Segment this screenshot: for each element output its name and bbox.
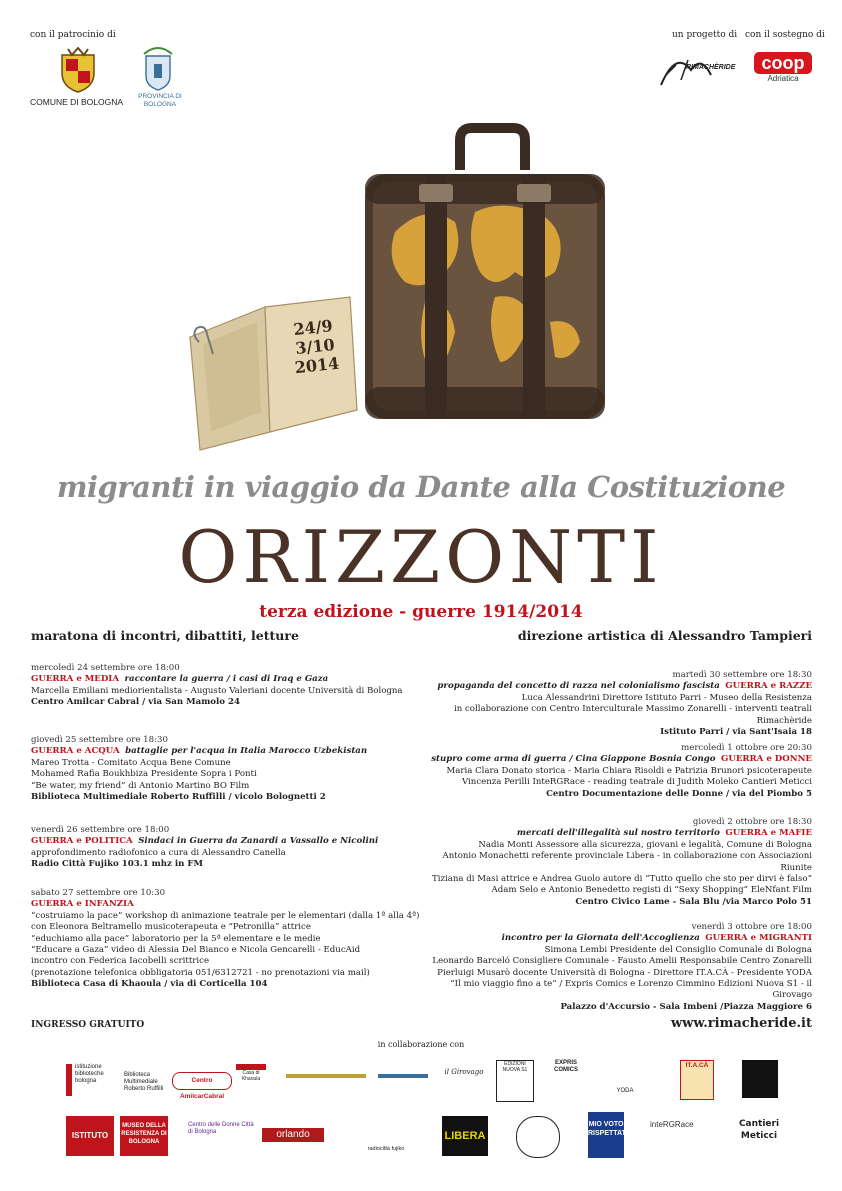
right-tagline: direzione artistica di Alessandro Tampieri <box>517 628 812 643</box>
partner-logo: istituzione biblioteche bologna <box>66 1064 117 1096</box>
partner-logo: inteRGRace <box>650 1120 694 1129</box>
partner-logo: orlando <box>262 1128 324 1142</box>
partner-logo: Centro delle Donne Città di Bologna <box>188 1122 254 1135</box>
event-theme: GUERRA e MEDIA <box>31 674 119 685</box>
event-line: Mareo Trotta - Comitato Acqua Bene Comune <box>31 757 231 768</box>
partner-logo: EXPRIS COMICS <box>554 1060 578 1073</box>
partner-logo: Biblioteca Multimediale Roberto Ruffilli <box>124 1072 164 1092</box>
event-block-left-1 <box>31 663 441 709</box>
partner-logo: il Girovago <box>444 1068 484 1076</box>
provincia-label: PROVINCIA DI BOLOGNA <box>138 93 182 108</box>
event-line: “costruiamo la pace” workshop di animazione teatrale per le elementari (dalla 1ª alla 4ª) <box>31 910 420 921</box>
event-date: venerdì 26 settembre ore 18:00 <box>31 825 170 835</box>
suitcase-illustration <box>355 122 615 432</box>
event-venue: Palazzo d'Accursio - Sala Imbeni /Piazza Maggiore 6 <box>560 1001 812 1012</box>
event-venue: Biblioteca Multimediale Roberto Ruffilli / vicolo Bolognetti 2 <box>31 792 326 803</box>
event-block-left-3 <box>31 825 441 871</box>
event-topic: stupro come arma di guerra / Cina Giappone Bosnia Congo <box>431 754 716 765</box>
partner-logo: radiocittà fujiko <box>367 1146 405 1152</box>
event-topic: raccontare la guerra / i casi di Iraq e Gaza <box>124 674 329 685</box>
event-line: con Eleonora Beltramello musicoterapeuta e “Petronilla” attrice <box>31 922 311 933</box>
event-theme: GUERRA e MAFIE <box>725 828 812 839</box>
event-date: martedì 30 settembre ore 18:30 <box>672 670 812 680</box>
partner-logo: EDIZIONI NUOVA S1 <box>496 1060 534 1102</box>
event-line: “Il mio viaggio fino a te” / Expris Comics e Lorenzo Cimmino Edizioni Nuova S1 - il Girovago <box>450 979 812 1001</box>
event-topic: propaganda del concetto di razza nel colonialismo fascista <box>437 681 720 692</box>
event-line: Nadia Monti Assessore alla sicurezza, giovani e legalità, Comune di Bologna <box>478 839 812 850</box>
event-date: mercoledì 24 settembre ore 18:00 <box>31 663 180 673</box>
event-theme: GUERRA e ACQUA <box>31 746 120 757</box>
event-date: giovedì 2 ottobre ore 18:30 <box>692 817 812 827</box>
date-start: 24/9 <box>292 316 334 340</box>
partner-logo: Casa di Khaoula <box>236 1064 266 1098</box>
event-line: Mohamed Rafia Boukhbiza Presidente Sopra i Ponti <box>31 769 257 780</box>
partner-logo: ISTITUTO <box>66 1116 114 1156</box>
event-line: Tiziana di Masi attrice e Andrea Guolo autore di “Tutto quello che sto per dirvi è falso” <box>431 874 812 885</box>
event-block-left-4 <box>31 888 441 991</box>
coop-logo <box>754 52 812 86</box>
event-date: giovedì 25 settembre ore 18:30 <box>31 735 168 745</box>
partner-logo: YODA <box>616 1088 634 1094</box>
subtitle: migranti in viaggio da Dante alla Costituzione <box>56 470 786 504</box>
website-link[interactable]: www.rimacheride.it <box>670 1016 812 1031</box>
event-venue: Biblioteca Casa di Khaoula / via di Corticella 104 <box>31 979 268 990</box>
partner-logo-dark <box>742 1060 778 1098</box>
event-block-right-2 <box>412 743 812 800</box>
event-date: venerdì 3 ottobre ore 18:00 <box>691 922 812 932</box>
event-block-right-4 <box>412 922 812 1013</box>
event-block-right-3 <box>412 817 812 908</box>
event-venue: Radio Città Fujiko 103.1 mhz in FM <box>31 859 203 870</box>
event-line: Adam Selo e Antonio Benedetto registi di “Sexy Shopping” EleNfant Film <box>491 885 812 896</box>
free-entry: INGRESSO GRATUITO <box>31 1020 145 1030</box>
event-line: (prenotazione telefonica obbligatoria 051/6312721 - no prenotazioni via mail) <box>31 967 370 978</box>
event-line: Antonio Monachetti referente provinciale Libera - in collaborazione con Associazioni Riunite <box>442 851 812 873</box>
event-theme: GUERRA e RAZZE <box>725 681 812 692</box>
page-title: ORIZZONTI <box>178 515 664 599</box>
event-line: “Be water, my friend” di Antonio Martino BO Film <box>31 780 250 791</box>
event-date: sabato 27 settembre ore 10:30 <box>31 888 166 898</box>
coop-sub: Adriatica <box>767 74 799 83</box>
event-venue: Centro Documentazione delle Donne / via del Piombo 5 <box>546 788 812 799</box>
event-theme: GUERRA e POLITICA <box>31 836 133 847</box>
partner-logo: LIBERA <box>442 1116 488 1156</box>
event-date: mercoledì 1 ottobre ore 20:30 <box>681 743 812 753</box>
event-line: Maria Clara Donato storica - Maria Chiara Risoldi e Patrizia Brunori psicoterapeute <box>446 765 812 776</box>
partner-logo: IT.A.CÀ <box>680 1060 714 1100</box>
event-line: Marcella Emiliani mediorientalista - Augusto Valeriani docente Università di Bologna <box>31 685 403 696</box>
event-block-right-1 <box>412 670 812 738</box>
event-venue: Centro Amilcar Cabral / via San Mamolo 24 <box>31 697 240 708</box>
event-line: “educhiamo alla pace” laboratorio per la 5ª elementare e le medie <box>31 933 321 944</box>
support-label: con il sostegno di <box>745 30 825 40</box>
event-line: approfondimento radiofonico a cura di Alessandro Canella <box>31 847 286 858</box>
partner-logo: MUSEO DELLA RESISTENZA DI BOLOGNA <box>120 1116 168 1156</box>
comune-crest-icon <box>58 47 98 93</box>
event-line: Luca Alessandrini Direttore Istituto Parri - Museo della Resistenza <box>521 692 812 703</box>
partner-logo-circle <box>516 1116 560 1158</box>
event-line: in collaborazione con Centro Interculturale Massimo Zonarelli - interventi teatrali Rimachèride <box>453 704 812 726</box>
comune-label: COMUNE DI BOLOGNA <box>30 97 124 107</box>
event-topic: incontro per la Giornata dell'Accoglienza <box>501 933 700 944</box>
event-venue: Centro Civico Lame - Sala Blu /via Marco Polo 51 <box>575 896 812 907</box>
event-venue: Istituto Parri / via Sant'Isaia 18 <box>660 727 812 738</box>
event-line: incontro con Federica Iacobelli scrittrice <box>31 956 210 967</box>
collab-label: in collaborazione con <box>377 1040 465 1049</box>
event-theme: GUERRA e MIGRANTI <box>705 933 812 944</box>
rimacheride-label: RIMACHÈRIDE <box>686 64 736 71</box>
provincia-crest-icon <box>140 44 176 92</box>
project-label: un progetto di <box>672 30 738 40</box>
date-end: 3/10 <box>294 335 336 358</box>
partner-logos-row-1 <box>66 1060 806 1100</box>
event-dates <box>277 314 353 378</box>
event-line: Simona Lembi Presidente del Consiglio Comunale di Bologna <box>544 944 812 955</box>
event-line: Vincenza Perilli InteRGRace - reading teatrale di Judith Moleko Cantieri Meticci <box>461 777 812 788</box>
event-line: Leonardo Barceló Consigliere Comunale - Fausto Amelii Responsabile Centro Zonarelli <box>432 956 812 967</box>
partner-logo: MIO VOTO RISPETTATO <box>588 1112 624 1158</box>
partner-logo: Cantieri Meticci <box>738 1119 780 1141</box>
event-block-left-2 <box>31 735 441 803</box>
event-line: “Educare a Gaza” video di Alessia Del Bianco e Nicola Gencarelli - EducAid <box>31 945 361 956</box>
patronage-label: con il patrocinio di <box>30 30 116 40</box>
event-theme: GUERRA e DONNE <box>721 754 812 765</box>
coop-label: coop <box>754 52 812 74</box>
event-line: Pierluigi Musarò docente Università di Bologna - Direttore IT.A.CÀ - Presidente YODA <box>437 967 812 978</box>
edition-line: terza edizione - guerre 1914/2014 <box>259 602 583 622</box>
event-topic: Sindaci in Guerra da Zanardi a Vassallo e Nicolini <box>138 836 379 847</box>
event-topic: battaglie per l'acqua in Italia Marocco Uzbekistan <box>125 746 368 757</box>
partner-logos-row-2 <box>66 1112 806 1160</box>
partner-logo-stripe <box>378 1074 428 1078</box>
partner-logo: Centro AmilcarCabral <box>172 1072 232 1090</box>
left-tagline: maratona di incontri, dibattiti, letture <box>31 628 299 643</box>
event-theme: GUERRA e INFANZIA <box>31 899 134 910</box>
partner-logo-stripe <box>286 1074 366 1078</box>
date-year: 2014 <box>293 353 341 378</box>
event-topic: mercati dell'illegalità sul nostro territorio <box>516 828 720 839</box>
